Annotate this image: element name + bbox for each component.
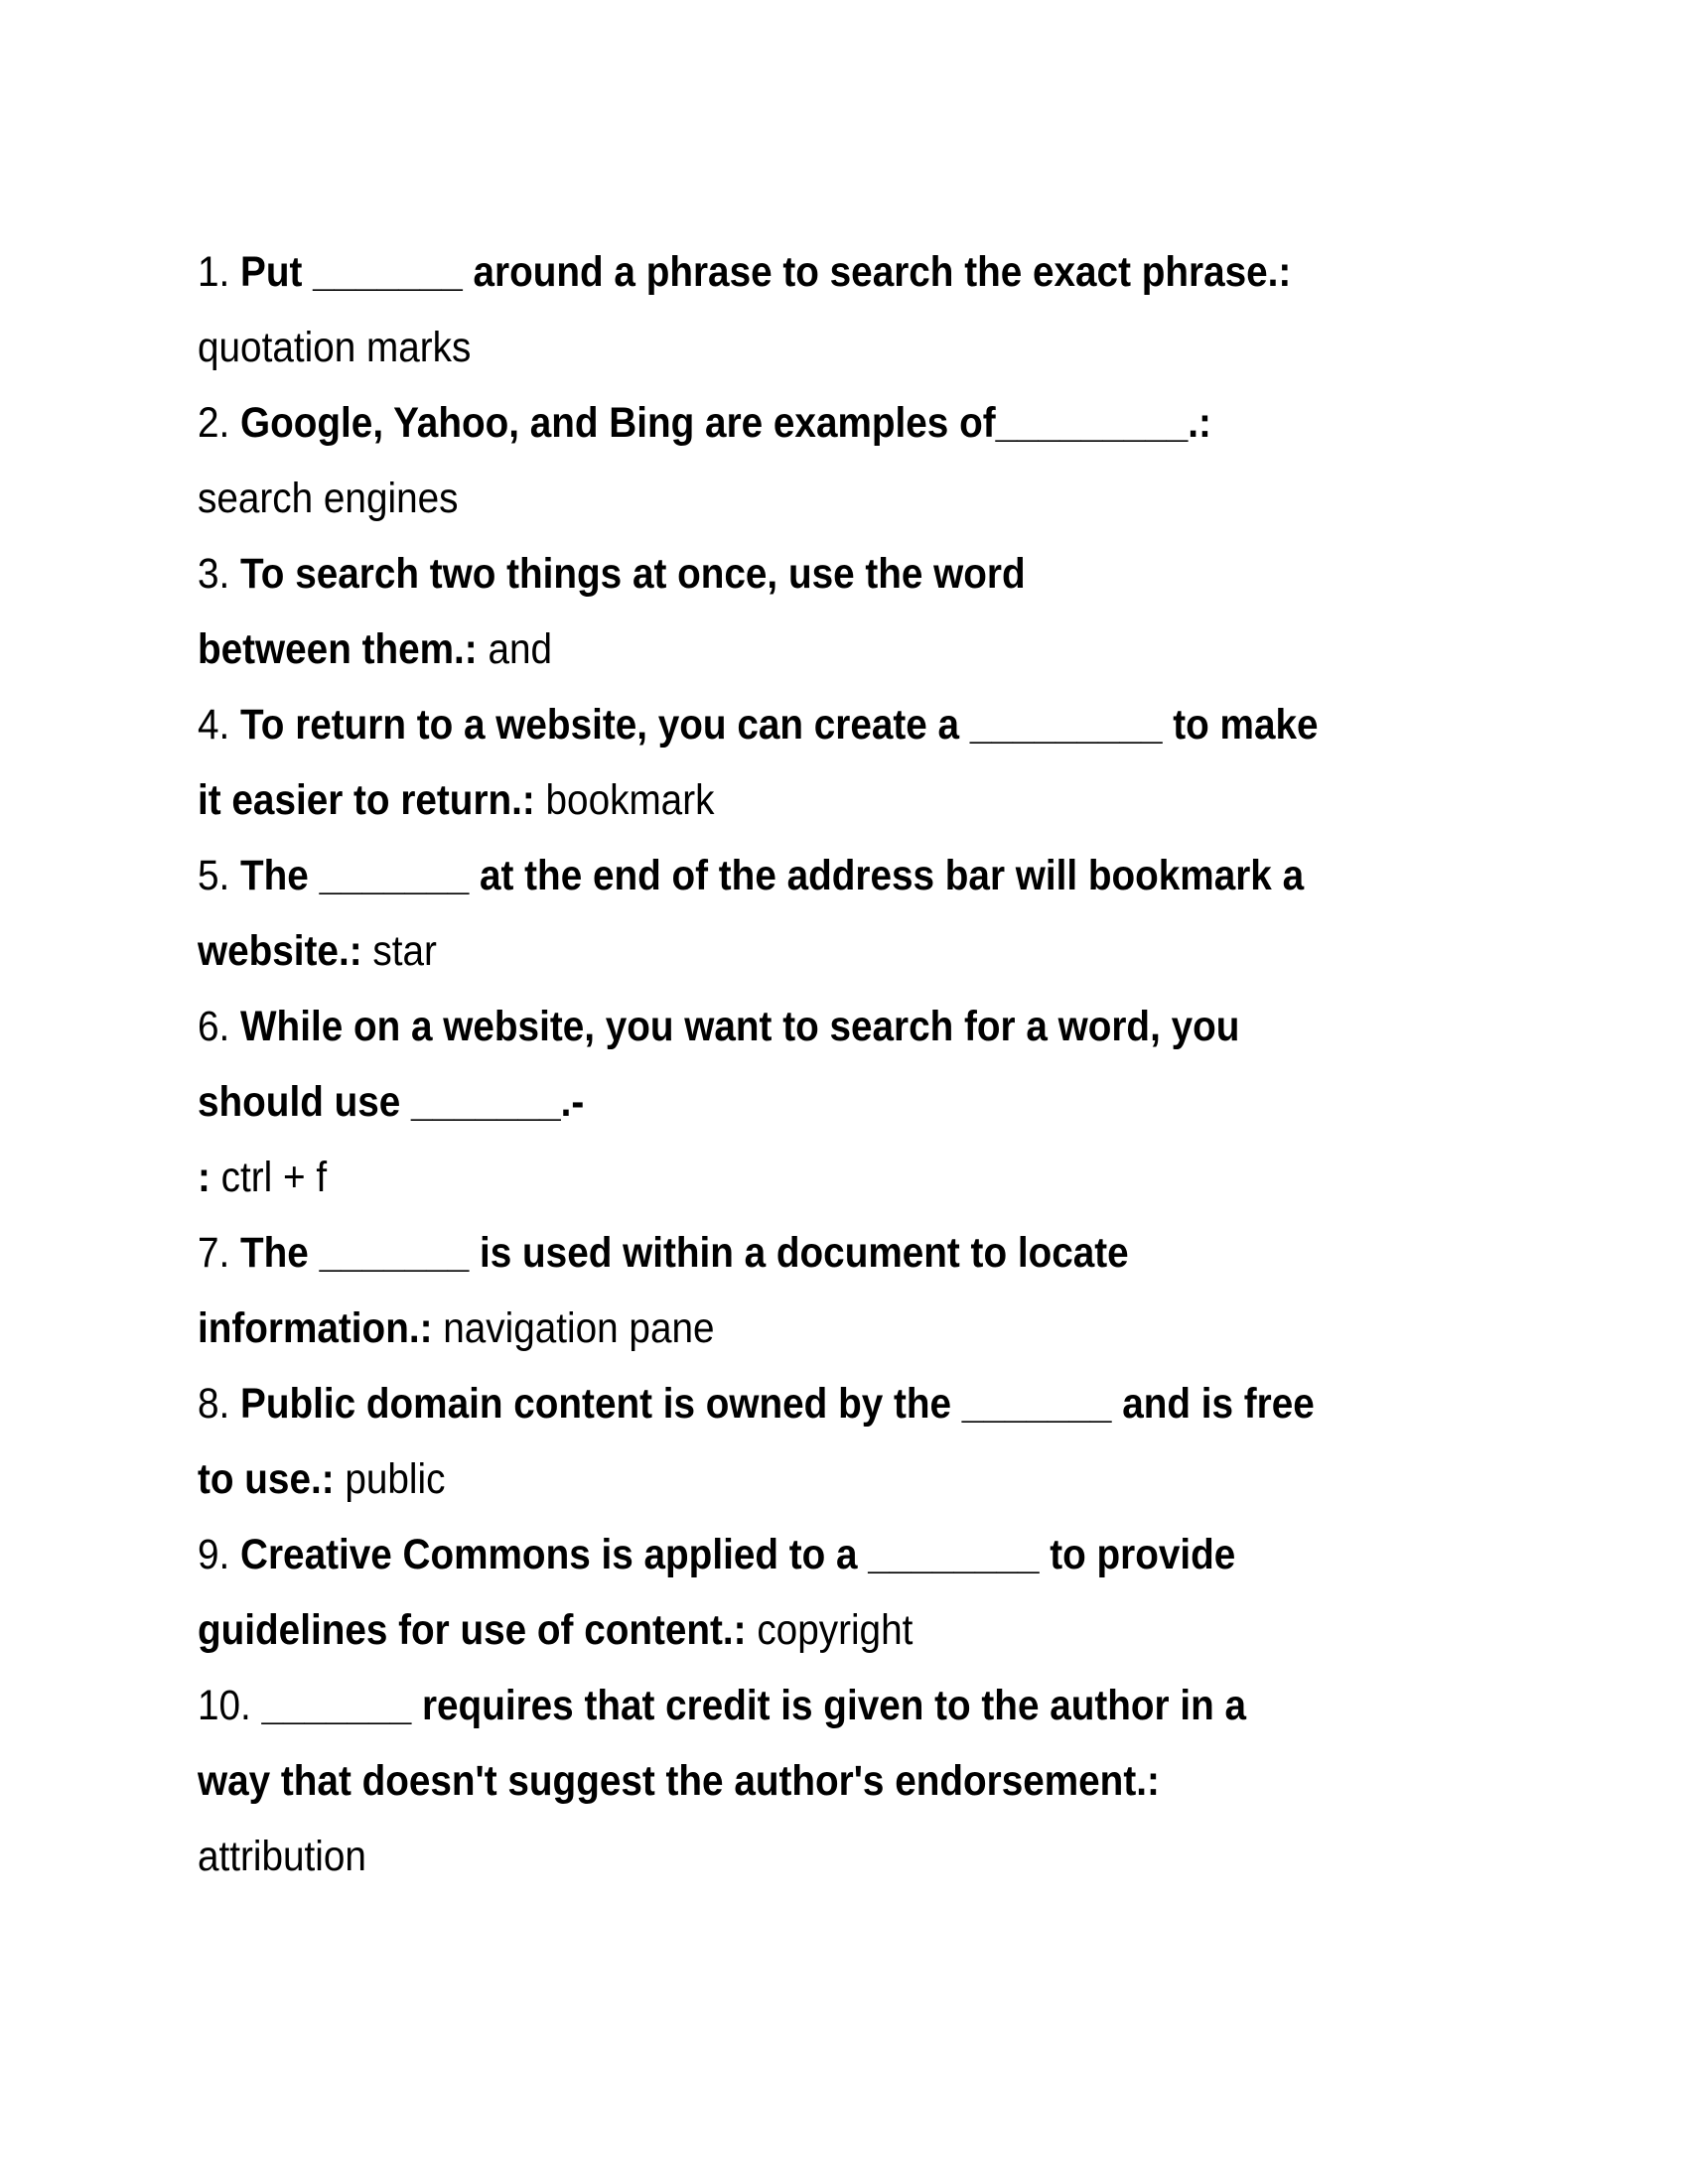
question: way that doesn't suggest the author's endorsement.: xyxy=(198,1757,1160,1805)
question: The _______ is used within a document to locate xyxy=(240,1229,1129,1277)
flashcard-document xyxy=(198,234,1588,1894)
question: to use.: xyxy=(198,1455,335,1503)
question: To return to a website, you can create a _________ to make xyxy=(240,701,1319,749)
item-6-cont xyxy=(198,1064,1449,1140)
item-number: 3. xyxy=(198,550,241,598)
answer-2 xyxy=(198,461,1449,536)
item-7 xyxy=(198,1215,1449,1291)
question: While on a website, you want to search for a word, you xyxy=(240,1003,1240,1050)
answer: copyright xyxy=(746,1606,914,1654)
item-number: 2. xyxy=(198,399,241,447)
item-number: 6. xyxy=(198,1003,241,1050)
item-number: 1. xyxy=(198,248,241,296)
item-5-cont xyxy=(198,913,1449,989)
item-number: 7. xyxy=(198,1229,241,1277)
answer: search engines xyxy=(198,475,459,522)
item-6-cont2 xyxy=(198,1140,1449,1215)
answer-10 xyxy=(198,1819,1449,1894)
answer: bookmark xyxy=(534,776,715,824)
item-3-cont xyxy=(198,612,1449,687)
item-number: 8. xyxy=(198,1380,241,1428)
answer: star xyxy=(361,927,437,975)
item-9-cont xyxy=(198,1592,1449,1668)
item-number: 9. xyxy=(198,1531,241,1578)
item-8 xyxy=(198,1366,1449,1441)
item-number: 4. xyxy=(198,701,241,749)
question: it easier to return.: xyxy=(198,776,535,824)
question: _______ requires that credit is given to the author in a xyxy=(261,1682,1247,1729)
item-4 xyxy=(198,687,1449,762)
answer: ctrl + f xyxy=(210,1154,328,1201)
question: Creative Commons is applied to a ________ to provide xyxy=(240,1531,1236,1578)
question: Public domain content is owned by the _______ and is free xyxy=(240,1380,1315,1428)
question: Put _______ around a phrase to search the exact phrase.: xyxy=(240,248,1292,296)
answer-1 xyxy=(198,310,1449,385)
item-2 xyxy=(198,385,1449,461)
question: : xyxy=(198,1154,211,1201)
item-10 xyxy=(198,1668,1449,1743)
item-1 xyxy=(198,234,1449,310)
question: guidelines for use of content.: xyxy=(198,1606,747,1654)
item-6 xyxy=(198,989,1449,1064)
answer: and xyxy=(477,625,553,673)
item-3 xyxy=(198,536,1449,612)
item-4-cont xyxy=(198,762,1449,838)
item-number: 10. xyxy=(198,1682,262,1729)
item-9 xyxy=(198,1517,1449,1592)
question: information.: xyxy=(198,1304,433,1352)
question: To search two things at once, use the word xyxy=(240,550,1026,598)
item-5 xyxy=(198,838,1449,913)
question: should use _______.- xyxy=(198,1078,585,1126)
answer: attribution xyxy=(198,1833,366,1880)
answer: public xyxy=(334,1455,446,1503)
item-10-cont xyxy=(198,1743,1449,1819)
question: between them.: xyxy=(198,625,478,673)
answer: quotation marks xyxy=(198,324,472,371)
question: website.: xyxy=(198,927,362,975)
question: The _______ at the end of the address bar will bookmark a xyxy=(240,852,1305,899)
answer: navigation pane xyxy=(432,1304,715,1352)
item-number: 5. xyxy=(198,852,241,899)
item-7-cont xyxy=(198,1291,1449,1366)
question: Google, Yahoo, and Bing are examples of_________.: xyxy=(240,399,1211,447)
item-8-cont xyxy=(198,1441,1449,1517)
